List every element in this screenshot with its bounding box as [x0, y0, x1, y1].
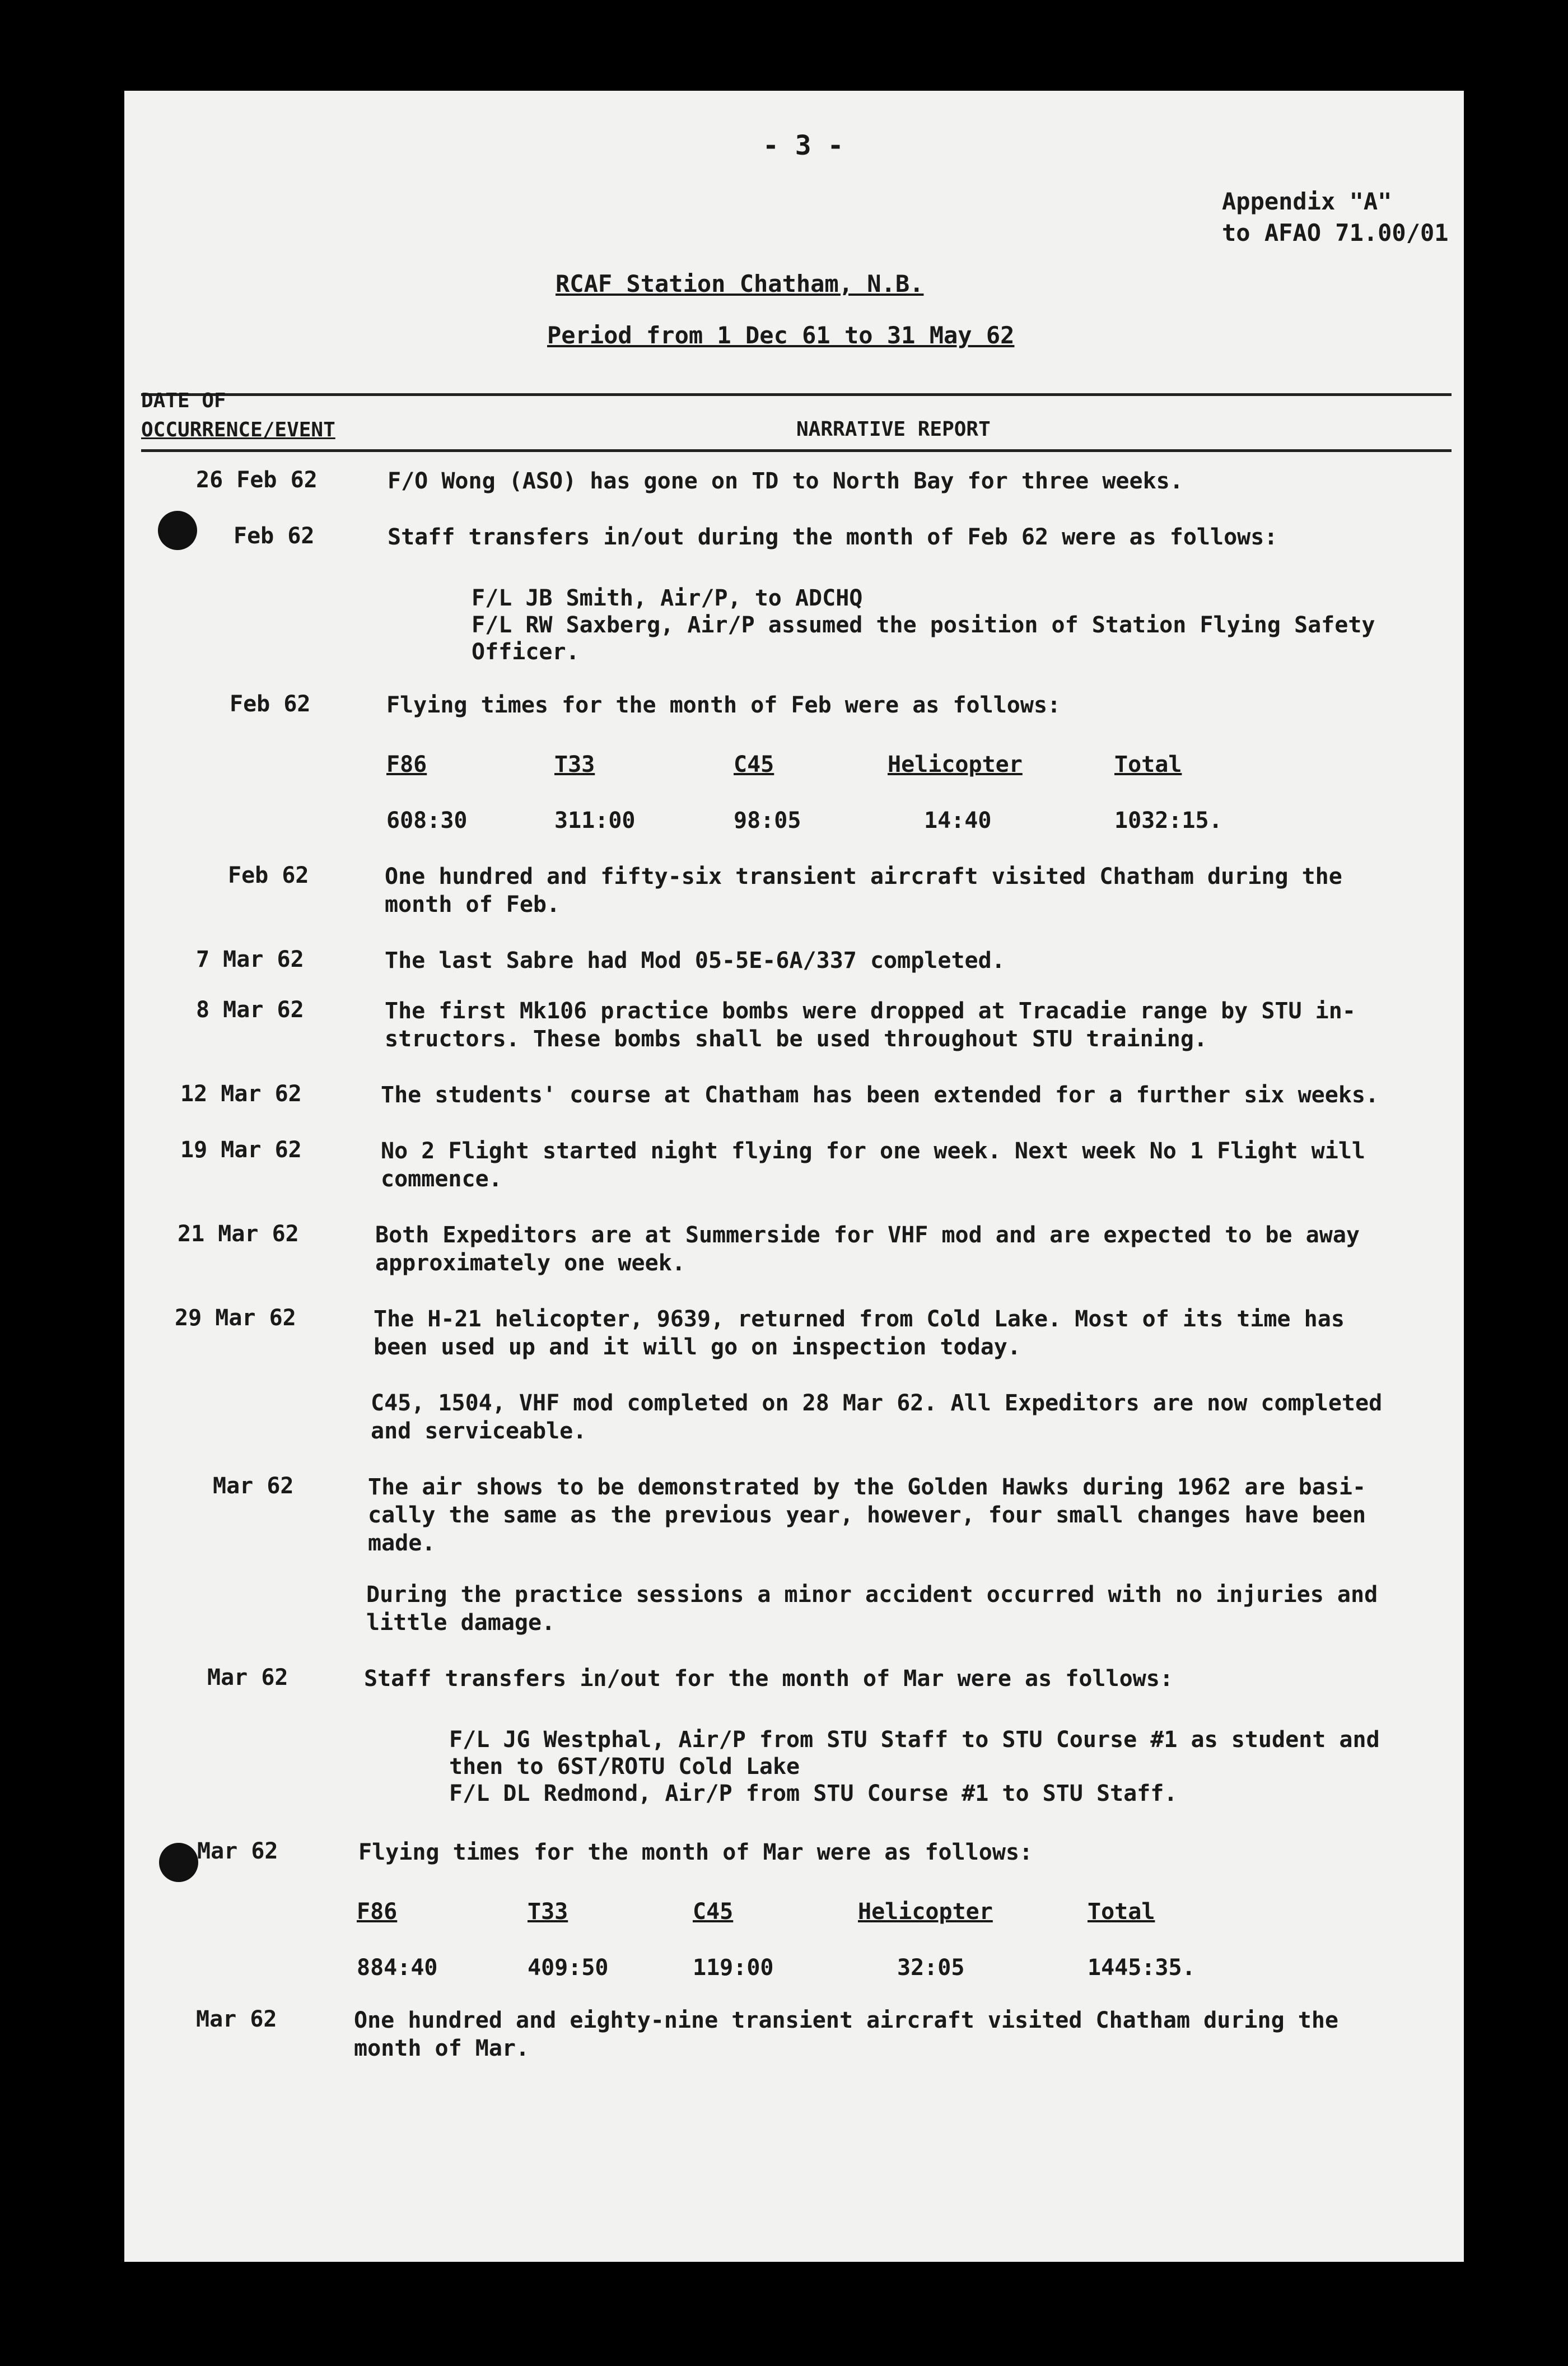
table-cell: 119:00: [693, 1955, 774, 1981]
date-heading-line-1: DATE OF: [141, 389, 226, 412]
entry-date: Mar 62: [207, 1665, 288, 1690]
date-column-heading: [141, 386, 335, 445]
entry-text: The last Sabre had Mod 05-5E-6A/337 completed.: [385, 948, 1005, 974]
entry-text: The H-21 helicopter, 9639, returned from Cold Lake. Most of its time has been used up and it will go on inspection today.: [374, 1306, 1345, 1360]
entry-text: F/O Wong (ASO) has gone on TD to North Bay for three weeks.: [388, 468, 1183, 494]
staff-transfer-list: F/L JB Smith, Air/P, to ADCHQ F/L RW Saxberg, Air/P assumed the position of Station Flying Safety Officer.: [472, 585, 1375, 665]
entry-text: The first Mk106 practice bombs were dropped at Tracadie range by STU in- structors. These bombs shall be used throughout STU training.: [385, 998, 1356, 1052]
table-cell: 1445:35.: [1088, 1955, 1196, 1981]
table-header: Helicopter: [888, 752, 1023, 777]
table-header: F86: [357, 1899, 398, 1925]
table-cell: 884:40: [357, 1955, 438, 1981]
entry-date: Mar 62: [196, 2006, 277, 2032]
entry-text: The students' course at Chatham has been extended for a further six weeks.: [381, 1082, 1379, 1108]
entry-text: C45, 1504, VHF mod completed on 28 Mar 62. All Expeditors are now completed and serviceable.: [371, 1390, 1383, 1444]
entry-date: 26 Feb 62: [196, 467, 318, 493]
header-rule-bottom: [141, 449, 1452, 452]
entry-text: One hundred and eighty-nine transient aircraft visited Chatham during the month of Mar.: [354, 2008, 1338, 2061]
entry-text: The air shows to be demonstrated by the Golden Hawks during 1962 are basi- cally the same as the previous year, however, four small changes have been made.: [368, 1474, 1366, 1556]
appendix-line-1: Appendix "A": [1222, 188, 1392, 215]
appendix-reference: [1222, 186, 1449, 249]
entry-text: Staff transfers in/out for the month of Mar were as follows:: [364, 1666, 1173, 1692]
table-header: C45: [734, 752, 774, 777]
table-header: Helicopter: [858, 1899, 993, 1925]
entry-date: 12 Mar 62: [180, 1081, 302, 1107]
table-cell: 608:30: [386, 808, 468, 833]
narrative-column-heading: NARRATIVE REPORT: [796, 418, 991, 441]
table-cell: 32:05: [897, 1955, 965, 1981]
table-cell: 409:50: [528, 1955, 609, 1981]
table-cell: 311:00: [554, 808, 636, 833]
entry-date: 7 Mar 62: [196, 947, 304, 972]
table-header: Total: [1088, 1899, 1155, 1925]
station-title: RCAF Station Chatham, N.B.: [556, 270, 924, 297]
entry-date: Feb 62: [234, 523, 315, 549]
ink-blot: [159, 1843, 198, 1882]
entry-date: Mar 62: [213, 1473, 294, 1499]
entry-text: Flying times for the month of Feb were as follows:: [386, 692, 1061, 718]
page-number: - 3 -: [763, 130, 844, 161]
entry-date: Mar 62: [197, 1838, 278, 1864]
entry-date: 19 Mar 62: [180, 1137, 302, 1163]
entry-date: 21 Mar 62: [178, 1221, 299, 1247]
table-cell: 98:05: [734, 808, 801, 833]
entry-text: No 2 Flight started night flying for one week. Next week No 1 Flight will commence.: [381, 1138, 1365, 1192]
entry-text: Flying times for the month of Mar were as follows:: [358, 1839, 1033, 1865]
entry-date: Feb 62: [228, 863, 309, 888]
entry-text: Both Expeditors are at Summerside for VHF mod and are expected to be away approximately one week.: [375, 1222, 1360, 1276]
entry-date: 29 Mar 62: [175, 1305, 296, 1331]
table-header: Total: [1114, 752, 1182, 777]
staff-transfer-list: F/L JG Westphal, Air/P from STU Staff to STU Course #1 as student and then to 6ST/ROTU Cold Lake F/L DL Redmond, Air/P from STU Course #1 to STU Staff.: [449, 1727, 1380, 1806]
entry-date: Feb 62: [230, 691, 311, 717]
entry-date: 8 Mar 62: [196, 997, 304, 1023]
header-rule-top: [141, 393, 1452, 396]
entry-text: Staff transfers in/out during the month of Feb 62 were as follows:: [388, 524, 1278, 550]
table-header: T33: [528, 1899, 568, 1925]
ink-blot: [158, 511, 197, 550]
period-title: Period from 1 Dec 61 to 31 May 62: [547, 322, 1015, 349]
table-header: T33: [554, 752, 595, 777]
document-page: [124, 91, 1464, 2262]
table-header: F86: [386, 752, 427, 777]
entry-text: One hundred and fifty-six transient aircraft visited Chatham during the month of Feb.: [385, 864, 1342, 917]
table-cell: 1032:15.: [1114, 808, 1222, 833]
date-heading-line-2: OCCURRENCE/EVENT: [141, 418, 335, 441]
appendix-line-2: to AFAO 71.00/01: [1222, 219, 1449, 246]
table-header: C45: [693, 1899, 734, 1925]
table-cell: 14:40: [924, 808, 992, 833]
entry-text: During the practice sessions a minor accident occurred with no injuries and little damage.: [366, 1582, 1378, 1636]
